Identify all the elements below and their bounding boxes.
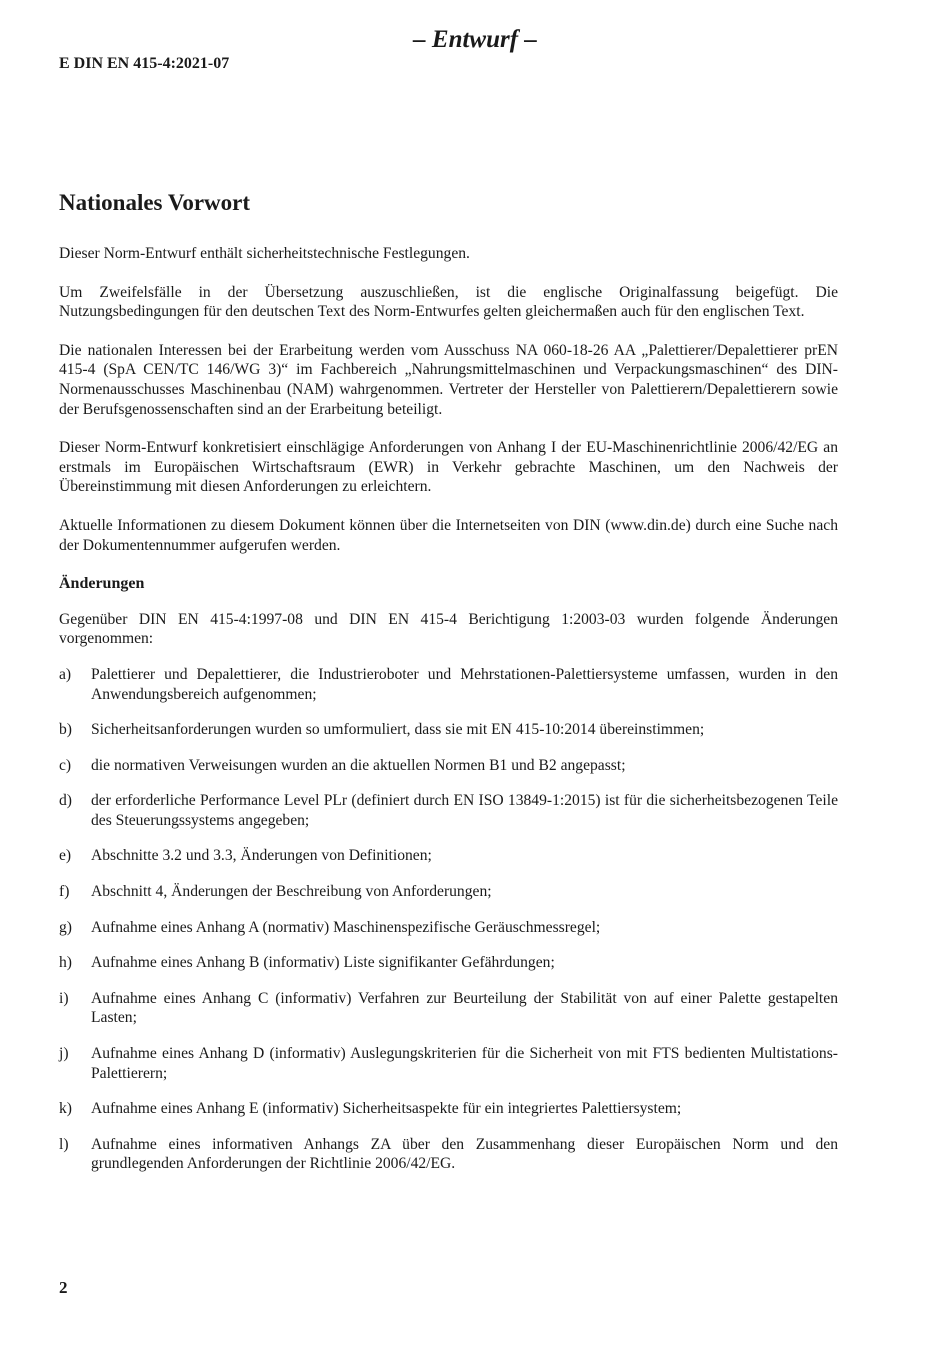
changes-heading: Änderungen — [59, 575, 145, 593]
list-item-text: Aufnahme eines Anhang C (informativ) Verfahren zur Beurteilung der Stabilität von auf einer Palette gestapelten Lasten; — [91, 989, 838, 1027]
list-marker: g) — [59, 918, 72, 936]
list-marker: b) — [59, 721, 72, 739]
paragraph: Dieser Norm-Entwurf enthält sicherheitstechnische Festlegungen. — [59, 245, 470, 262]
paragraph: Dieser Norm-Entwurf konkretisiert einschlägige Anforderungen von Anhang I der EU-Maschinenrichtlinie 2006/42/EG an erstmals im Europäischen Wirtschaftsraum (EWR) in Verkehr gebrachte Maschinen, um den Nachweis der Übereinstimmung mit diesen Anforderungen zu erleichtern. — [59, 439, 838, 496]
list-item — [59, 989, 838, 1028]
list-marker: e) — [59, 847, 72, 865]
list-item-text: Aufnahme eines Anhang E (informativ) Sicherheitsaspekte für ein integriertes Palettiersystem; — [91, 1100, 682, 1118]
list-item — [59, 720, 838, 740]
paragraph: Die nationalen Interessen bei der Erarbeitung werden vom Ausschuss NA 060-18-26 AA „Palettierer/Depalettierer prEN 415-4 (SpA CEN/TC 146/WG 3)“ im Fachbereich „Nahrungsmittelmaschinen und Verpackungsmaschinen“ des DIN-Normenausschusses Maschinenbau (NAM) wahrgenommen. Vertreter der Hersteller von Palettierern/Depalettierern sowie der Berufsgenossenschaften sind an der Erarbeitung beteiligt. — [59, 341, 838, 418]
changes-list — [59, 665, 838, 1174]
list-item — [59, 665, 838, 704]
list-item — [59, 918, 838, 938]
list-marker: k) — [59, 1100, 72, 1118]
list-item-text: Aufnahme eines Anhang A (normativ) Maschinenspezifische Geräuschmessregel; — [91, 918, 601, 936]
list-marker: l) — [59, 1135, 69, 1153]
page-content — [59, 188, 838, 1190]
list-item — [59, 1099, 838, 1119]
draft-label: – Entwurf – — [413, 26, 537, 53]
list-marker: d) — [59, 792, 72, 810]
list-item-text: Aufnahme eines informativen Anhangs ZA über den Zusammenhang dieser Europäischen Norm und den grundlegenden Anforderungen der Richtlinie 2006/42/EG. — [91, 1135, 838, 1173]
list-item — [59, 882, 838, 902]
list-item — [59, 1135, 838, 1174]
changes-intro: Gegenüber DIN EN 415-4:1997-08 und DIN EN 415-4 Berichtigung 1:2003-03 wurden folgende Änderungen vorgenommen: — [59, 610, 838, 648]
list-marker: h) — [59, 954, 72, 972]
list-item-text: Palettierer und Depalettierer, die Industrieroboter und Mehrstationen-Palettiersysteme umfassen, wurden in den Anwendungsbereich aufgenommen; — [91, 665, 838, 703]
list-item-text: Abschnitte 3.2 und 3.3, Änderungen von Definitionen; — [91, 847, 432, 865]
list-item — [59, 756, 838, 776]
list-marker: a) — [59, 665, 72, 683]
list-marker: j) — [59, 1045, 69, 1063]
list-item-text: der erforderliche Performance Level PLr (definiert durch EN ISO 13849-1:2015) ist für die sicherheitsbezogenen Teile des Steuerungssystems angegeben; — [91, 792, 838, 829]
list-item-text: Abschnitt 4, Änderungen der Beschreibung von Anforderungen; — [91, 883, 492, 901]
list-item-text: Aufnahme eines Anhang D (informativ) Auslegungskriterien für die Sicherheit von mit FTS bedienten Multistations-Palettierern; — [91, 1045, 838, 1082]
list-item — [59, 791, 838, 830]
section-title: Nationales Vorwort — [59, 190, 251, 215]
paragraph: Um Zweifelsfälle in der Übersetzung auszuschließen, ist die englische Originalfassung beigefügt. Die Nutzungsbedingungen für den deutschen Text des Norm-Entwurfes gelten gleichermaßen auch für den englischen Text. — [59, 283, 838, 321]
list-item-text: Sicherheitsanforderungen wurden so umformuliert, dass sie mit EN 415-10:2014 übereinstimmen; — [91, 721, 705, 739]
list-item-text: Aufnahme eines Anhang B (informativ) Liste signifikanter Gefährdungen; — [91, 954, 555, 972]
list-marker: f) — [59, 883, 70, 901]
list-item — [59, 846, 838, 866]
page-number: 2 — [59, 1278, 68, 1297]
list-marker: i) — [59, 989, 69, 1007]
paragraph: Aktuelle Informationen zu diesem Dokument können über die Internetseiten von DIN (www.din.de) durch eine Suche nach der Dokumentennummer aufgerufen werden. — [59, 516, 838, 554]
list-item — [59, 953, 838, 973]
list-item-text: die normativen Verweisungen wurden an die aktuellen Normen B1 und B2 angepasst; — [91, 756, 626, 774]
list-marker: c) — [59, 756, 72, 774]
document-id: E DIN EN 415-4:2021-07 — [59, 55, 230, 72]
list-item — [59, 1044, 838, 1083]
